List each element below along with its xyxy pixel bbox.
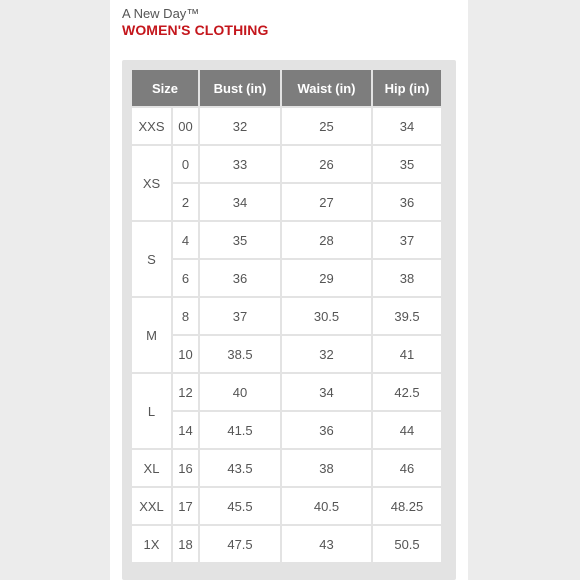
numeric-size: 6 <box>173 260 198 296</box>
bust-value: 40 <box>200 374 280 410</box>
header-waist: Waist (in) <box>282 70 371 106</box>
bust-value: 41.5 <box>200 412 280 448</box>
waist-value: 32 <box>282 336 371 372</box>
numeric-size: 12 <box>173 374 198 410</box>
numeric-size: 18 <box>173 526 198 562</box>
waist-value: 43 <box>282 526 371 562</box>
hip-value: 35 <box>373 146 441 182</box>
table-row <box>132 374 441 410</box>
table-row <box>132 108 441 144</box>
waist-value: 38 <box>282 450 371 486</box>
table-row <box>132 298 441 334</box>
table-row <box>132 336 441 372</box>
hip-value: 42.5 <box>373 374 441 410</box>
bust-value: 34 <box>200 184 280 220</box>
brand-name: A New Day™ <box>122 6 200 21</box>
waist-value: 27 <box>282 184 371 220</box>
bust-value: 38.5 <box>200 336 280 372</box>
numeric-size: 4 <box>173 222 198 258</box>
size-label: XXL <box>132 488 171 524</box>
size-chart-table <box>130 68 443 564</box>
size-label: XL <box>132 450 171 486</box>
numeric-size: 10 <box>173 336 198 372</box>
bust-value: 45.5 <box>200 488 280 524</box>
hip-value: 48.25 <box>373 488 441 524</box>
size-label: L <box>132 374 171 448</box>
hip-value: 39.5 <box>373 298 441 334</box>
header-bust: Bust (in) <box>200 70 280 106</box>
numeric-size: 16 <box>173 450 198 486</box>
bust-value: 35 <box>200 222 280 258</box>
size-label: XS <box>132 146 171 220</box>
hip-value: 50.5 <box>373 526 441 562</box>
table-row <box>132 412 441 448</box>
page-title: WOMEN'S CLOTHING <box>122 22 269 38</box>
size-label: S <box>132 222 171 296</box>
header-row <box>132 70 441 106</box>
bust-value: 37 <box>200 298 280 334</box>
hip-value: 36 <box>373 184 441 220</box>
numeric-size: 0 <box>173 146 198 182</box>
table-row <box>132 184 441 220</box>
waist-value: 28 <box>282 222 371 258</box>
waist-value: 36 <box>282 412 371 448</box>
hip-value: 41 <box>373 336 441 372</box>
bust-value: 36 <box>200 260 280 296</box>
hip-value: 38 <box>373 260 441 296</box>
header-hip: Hip (in) <box>373 70 441 106</box>
table-row <box>132 526 441 562</box>
table-row <box>132 222 441 258</box>
bust-value: 33 <box>200 146 280 182</box>
table-row <box>132 146 441 182</box>
size-label: XXS <box>132 108 171 144</box>
hip-value: 37 <box>373 222 441 258</box>
waist-value: 40.5 <box>282 488 371 524</box>
numeric-size: 8 <box>173 298 198 334</box>
waist-value: 30.5 <box>282 298 371 334</box>
table-row <box>132 488 441 524</box>
numeric-size: 00 <box>173 108 198 144</box>
waist-value: 25 <box>282 108 371 144</box>
waist-value: 26 <box>282 146 371 182</box>
size-chart-container <box>122 60 456 580</box>
bust-value: 32 <box>200 108 280 144</box>
table-row <box>132 450 441 486</box>
size-chart-body <box>132 108 441 562</box>
numeric-size: 2 <box>173 184 198 220</box>
hip-value: 44 <box>373 412 441 448</box>
size-label: M <box>132 298 171 372</box>
bust-value: 47.5 <box>200 526 280 562</box>
header-size: Size <box>132 70 198 106</box>
hip-value: 34 <box>373 108 441 144</box>
numeric-size: 14 <box>173 412 198 448</box>
waist-value: 29 <box>282 260 371 296</box>
page <box>110 0 468 580</box>
size-label: 1X <box>132 526 171 562</box>
bust-value: 43.5 <box>200 450 280 486</box>
table-row <box>132 260 441 296</box>
waist-value: 34 <box>282 374 371 410</box>
hip-value: 46 <box>373 450 441 486</box>
numeric-size: 17 <box>173 488 198 524</box>
